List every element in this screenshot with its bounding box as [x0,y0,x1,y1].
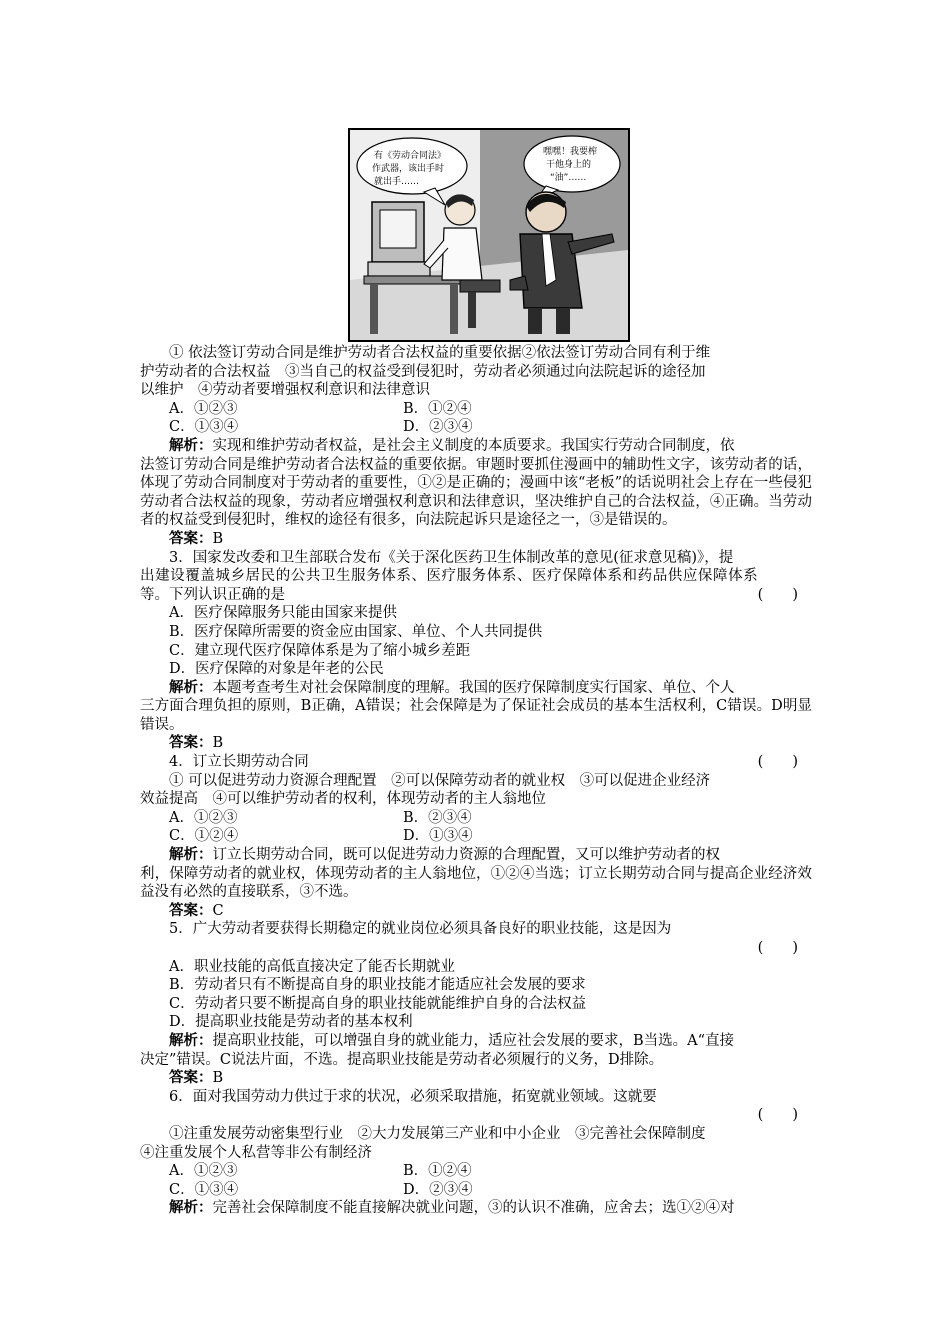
q6-option-c: C．①③④ [169,1181,239,1198]
q6-option-a: A．①②③ [169,1163,238,1180]
q3-stem-rest-text: 出建设覆盖城乡居民的公共卫生服务体系、医疗服务体系、医疗保障体系和药品供应保障体系等。下列认识正确的是 [140,568,758,603]
q5-option-a: A．职业技能的高低直接决定了能否长期就业 [169,958,455,975]
q2-statement-line-2: 护劳动者的合法权益 ③当自己的权益受到侵犯时，劳动者必须通过向法院起诉的途径加 [140,363,706,380]
q2-options-row-1 [140,400,812,419]
q5-answer [140,1069,812,1088]
q2-option-a: A．①②③ [169,400,238,417]
q6-statement-line-1: ①注重发展劳动密集型行业 ②大力发展第三产业和中小企业 ③完善社会保障制度 [169,1125,706,1142]
q2-option-d: D．②③④ [403,419,473,436]
right-bubble-line-2: 干他身上的 [546,160,592,170]
left-bubble-line-1: 有《劳动合同法》 [374,151,447,161]
q6-statement-line-2: ④注重发展个人私营等非公有制经济 [140,1144,372,1161]
left-bubble-line-3: 就出手…… [374,177,420,187]
q2-option-c: C．①③④ [169,419,239,436]
q2-analysis-rest: 法签订劳动合同是维护劳动者合法权益的重要依据。审题时要抓住漫画中的辅助性文字，该劳动者的话，体现了劳动合同制度对于劳动者的重要性，①②是正确的；漫画中该“老板”的话说明社会上存在一些侵犯劳动者合法权益的现象，劳动者应增强权利意识和法律意识，坚决维护自己的合法权益，④正确。当劳动者的权益受到侵犯时，维权的途径有很多，向法院起诉只是途径之一，③是错误的。 [140,456,812,529]
q2-analysis [140,437,812,456]
q3-stem-rest [140,567,812,604]
q3-stem-line-1: 3．国家发改委和卫生部联合发布《关于深化医药卫生体制改革的意见(征求意见稿)》，提 [169,549,734,566]
q5-analysis-label: 解析： [169,1031,213,1049]
q3-answer [140,734,812,753]
q4-answer-paren: ( ) [757,754,798,771]
q3-option-c: C．建立现代医疗保障体系是为了缩小城乡差距 [169,642,471,659]
q6-options-row-1 [140,1162,812,1181]
cartoon-figure [348,128,630,342]
q4-analysis [140,846,812,865]
q4-option-a: A．①②③ [169,809,238,826]
q6-analysis-label: 解析： [169,1199,213,1217]
q5-stem: 5．广大劳动者要获得长期稳定的就业岗位必须具备良好的职业技能，这是因为 [169,921,672,938]
q3-option-a: A．医疗保障服务只能由国家来提供 [169,605,397,622]
q2-answer-label: 答案： [169,529,213,547]
q3-option-b: B．医疗保障所需要的资金应由国家、单位、个人共同提供 [169,623,543,640]
q6-option-d: D．②③④ [403,1181,473,1198]
q4-option-b: B．②③④ [403,809,472,826]
q3-option-d: D．医疗保障的对象是年老的公民 [169,661,384,678]
q4-answer [140,902,812,921]
q4-options-row-1 [140,809,812,828]
q5-option-d: D．提高职业技能是劳动者的基本权利 [169,1014,413,1031]
q2-answer [140,530,812,549]
q6-paren-row [140,1106,812,1125]
q6-stem: 6．面对我国劳动力供过于求的状况，必须采取措施，拓宽就业领域。这就要 [169,1088,657,1105]
q5-paren-row [140,939,812,958]
q3-answer-label: 答案： [169,734,213,752]
q3-analysis [140,679,812,698]
q4-stem [140,753,812,772]
right-bubble-line-1: 嘿嘿！我要榨 [543,147,598,157]
q5-answer-paren: ( ) [757,940,798,956]
q4-option-d: D．①③④ [403,828,473,845]
q5-option-b: B．劳动者只有不断提高自身的职业技能才能适应社会发展的要求 [169,977,586,994]
q5-option-c: C．劳动者只要不断提高自身的职业技能就能维护自身的合法权益 [169,995,587,1012]
q4-statement-line-1: ① 可以促进劳动力资源合理配置 ②可以保障劳动者的就业权 ③可以促进企业经济 [169,772,711,789]
q6-options-row-2 [140,1181,812,1200]
q4-analysis-line-1: 订立长期劳动合同，既可以促进劳动力资源的合理配置，又可以维护劳动者的权 [212,847,720,864]
q3-analysis-label: 解析： [169,678,213,696]
left-bubble-line-2: 作武器，该出手时 [372,164,445,174]
right-bubble-line-3: “油”…… [550,173,587,183]
q2-analysis-line-1: 实现和维护劳动者权益，是社会主义制度的本质要求。我国实行劳动合同制度，依 [212,437,735,454]
q4-stem-text: 4．订立长期劳动合同 [169,754,309,771]
q3-analysis-line-1: 本题考查考生对社会保障制度的理解。我国的医疗保障制度实行国家、单位、个人 [212,679,735,696]
q2-options-row-2 [140,418,812,437]
q5-analysis [140,1032,812,1051]
q3-answer-paren: ( ) [757,586,798,603]
q6-answer-paren: ( ) [757,1107,798,1124]
q4-option-c: C．①②④ [169,828,239,845]
q2-statement-line-3: 以维护 ④劳动者要增强权利意识和法律意识 [140,382,430,399]
q4-answer-label: 答案： [169,901,213,919]
q4-statement-line-2: 效益提高 ④可以维护劳动者的权利，体现劳动者的主人翁地位 [140,791,546,808]
q6-analysis [140,1199,812,1218]
q6-option-b: B．①②④ [403,1163,472,1180]
cartoon-illustration [350,130,628,340]
q3-analysis-rest: 三方面合理负担的原则，B正确，A错误；社会保障是为了保证社会成员的基本生活权利，C错误。D明显错误。 [140,698,812,733]
q2-option-b: B．①②④ [403,400,472,417]
q5-analysis-rest: 决定”错误。C说法片面，不选。提高职业技能是劳动者必须履行的义务，D排除。 [140,1051,664,1068]
q5-analysis-line-1: 提高职业技能，可以增强自身的就业能力，适应社会发展的要求，B当选。A“直接 [212,1032,735,1049]
q2-answer-value: B [212,530,224,547]
q2-analysis-label: 解析： [169,436,213,454]
q6-analysis-line-1: 完善社会保障制度不能直接解决就业问题，③的认识不准确，应舍去；选①②④对 [212,1200,735,1217]
q4-analysis-label: 解析： [169,846,213,864]
document-body [140,344,812,1218]
q4-options-row-2 [140,827,812,846]
q5-answer-label: 答案： [169,1069,213,1087]
q3-answer-value: B [212,735,224,752]
q4-analysis-rest: 利，保障劳动者的就业权，体现劳动者的主人翁地位，①②④当选；订立长期劳动合同与提高企业经济效益没有必然的直接联系，③不选。 [140,865,812,901]
q2-statement-line-1: ① 依法签订劳动合同是维护劳动者合法权益的重要依据②依法签订劳动合同有利于维 [169,345,711,361]
q5-answer-value: B [212,1070,224,1087]
q4-answer-value: C [212,902,224,919]
